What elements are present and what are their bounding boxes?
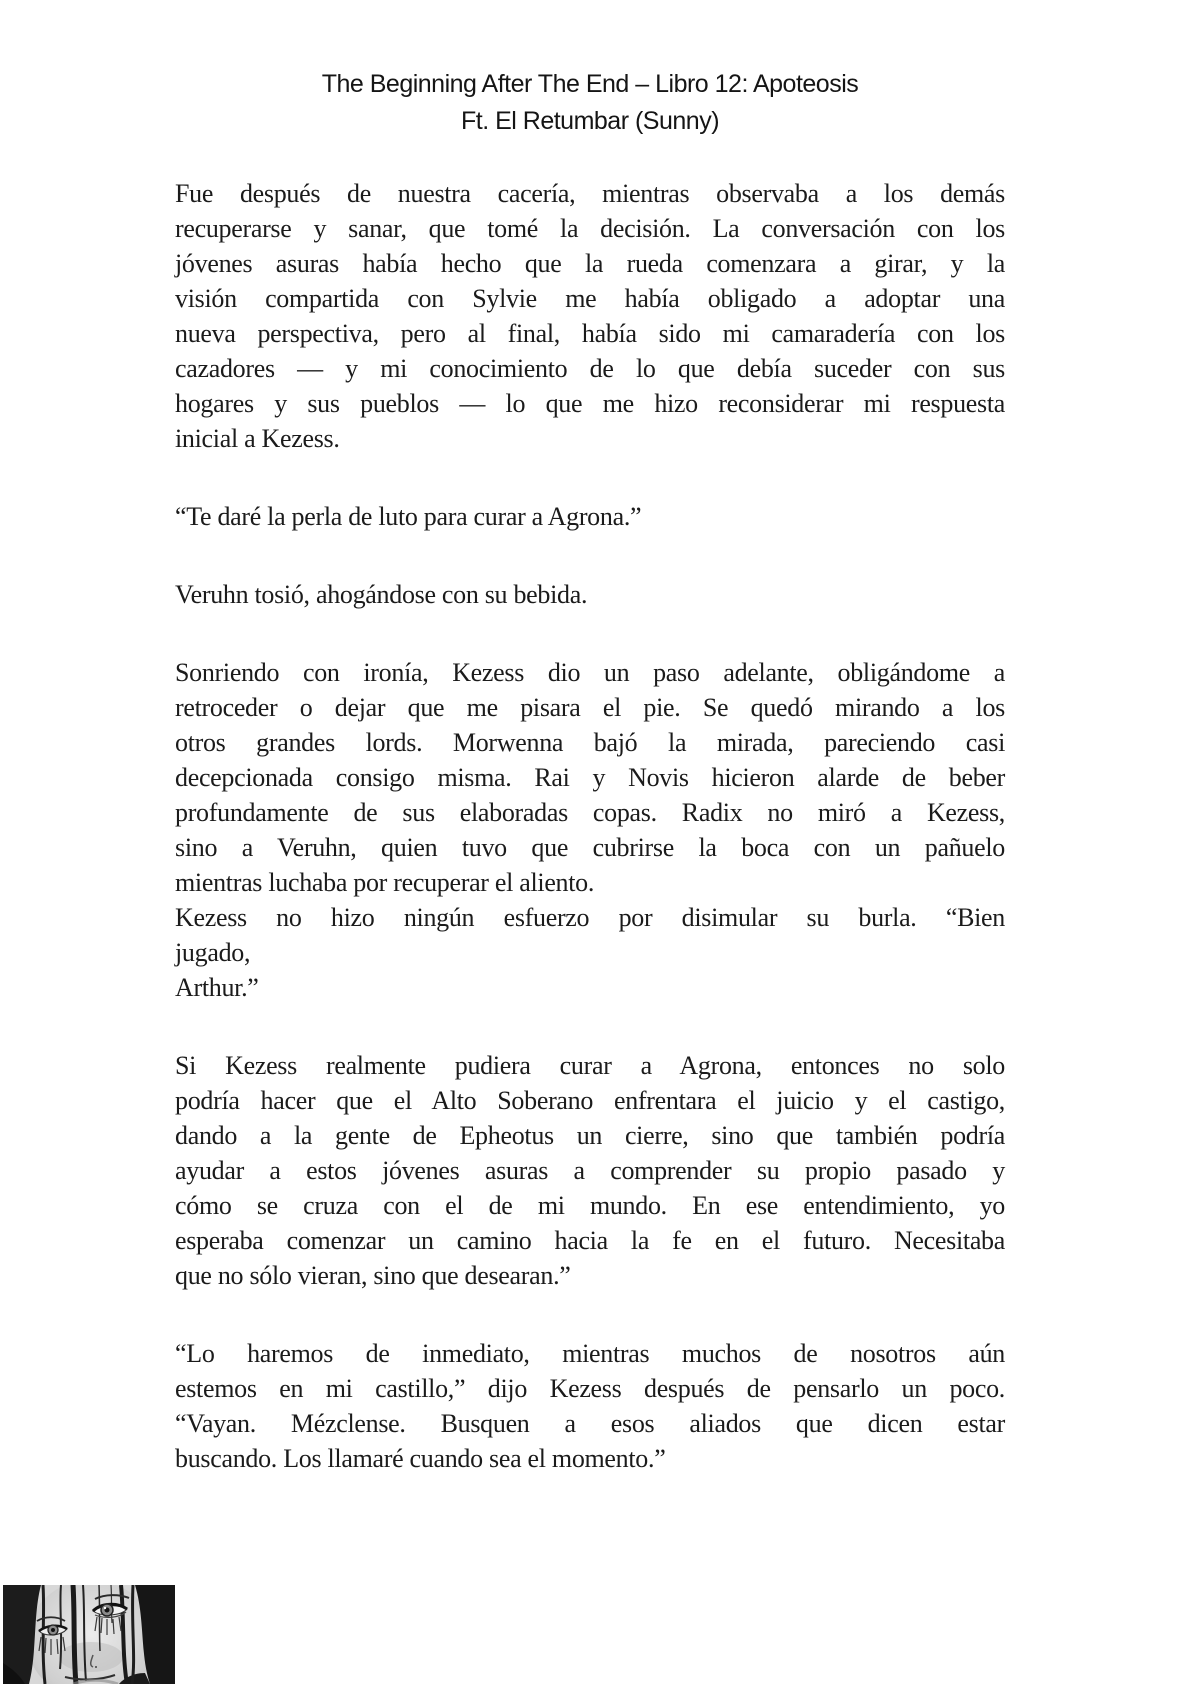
text-line: jugado,: [175, 938, 251, 967]
page-title: [175, 66, 1005, 140]
text-line: sino a Veruhn, quien tuvo que cubrirse la boca con un pañuelo: [175, 833, 1005, 862]
text-line: recuperarse y sanar, que tomé la decisión. La conversación con los: [175, 214, 1005, 243]
text-line: otros grandes lords. Morwenna bajó la mirada, pareciendo casi: [175, 728, 1005, 757]
text-line: mientras luchaba por recuperar el aliento.: [175, 868, 595, 897]
text-line: Fue después de nuestra cacería, mientras observaba a los demás: [175, 179, 1005, 208]
paragraph: [175, 1336, 1005, 1476]
text-line: estemos en mi castillo,” dijo Kezess después de pensarlo un poco.: [175, 1374, 1005, 1403]
title-line-1: The Beginning After The End – Libro 12: Apoteosis: [321, 70, 859, 98]
paragraph: [175, 176, 1005, 456]
text-line: que no sólo vieran, sino que desearan.”: [175, 1261, 571, 1290]
text-line: inicial a Kezess.: [175, 424, 340, 453]
text-line: esperaba comenzar un camino hacia la fe en el futuro. Necesitaba: [175, 1226, 1005, 1255]
text-line: visión compartida con Sylvie me había obligado a adoptar una: [175, 284, 1005, 313]
manga-face-illustration: [3, 1585, 175, 1684]
text-line: decepcionada consigo misma. Rai y Novis hicieron alarde de beber: [175, 763, 1005, 792]
text-line: nueva perspectiva, pero al final, había sido mi camaradería con los: [175, 319, 1005, 348]
text-line: ayudar a estos jóvenes asuras a comprender su propio pasado y: [175, 1156, 1005, 1185]
text-line: dando a la gente de Epheotus un cierre, sino que también podría: [175, 1121, 1005, 1150]
manga-face-art: [3, 1585, 175, 1684]
text-line: Veruhn tosió, ahogándose con su bebida.: [175, 580, 588, 609]
paragraph: [175, 577, 1005, 612]
text-line: Sonriendo con ironía, Kezess dio un paso adelante, obligándome a: [175, 658, 1005, 687]
text-line: hogares y sus pueblos — lo que me hizo reconsiderar mi respuesta: [175, 389, 1005, 418]
text-line: “Lo haremos de inmediato, mientras muchos de nosotros aún: [175, 1339, 1005, 1368]
text-line: Si Kezess realmente pudiera curar a Agrona, entonces no solo: [175, 1051, 1005, 1080]
text-line: retroceder o dejar que me pisara el pie. Se quedó mirando a los: [175, 693, 1005, 722]
text-line: cazadores — y mi conocimiento de lo que debía suceder con sus: [175, 354, 1005, 383]
text-line: cómo se cruza con el de mi mundo. En ese entendimiento, yo: [175, 1191, 1005, 1220]
text-line: jóvenes asuras había hecho que la rueda comenzara a girar, y la: [175, 249, 1005, 278]
title-line-2: Ft. El Retumbar (Sunny): [460, 107, 720, 135]
text-line: profundamente de sus elaboradas copas. Radix no miró a Kezess,: [175, 798, 1005, 827]
text-line: podría hacer que el Alto Soberano enfrentara el juicio y el castigo,: [175, 1086, 1005, 1115]
paragraph: [175, 655, 1005, 1005]
text-line: “Te daré la perla de luto para curar a Agrona.”: [175, 502, 642, 531]
text-line: Kezess no hizo ningún esfuerzo por disimular su burla. “Bien: [175, 903, 1005, 932]
text-line: “Vayan. Mézclense. Busquen a esos aliados que dicen estar: [175, 1409, 1005, 1438]
body-text: [175, 176, 1005, 1476]
text-line: buscando. Los llamaré cuando sea el momento.”: [175, 1444, 666, 1473]
text-line: Arthur.”: [175, 973, 259, 1002]
paragraph: [175, 1048, 1005, 1293]
paragraph: [175, 499, 1005, 534]
